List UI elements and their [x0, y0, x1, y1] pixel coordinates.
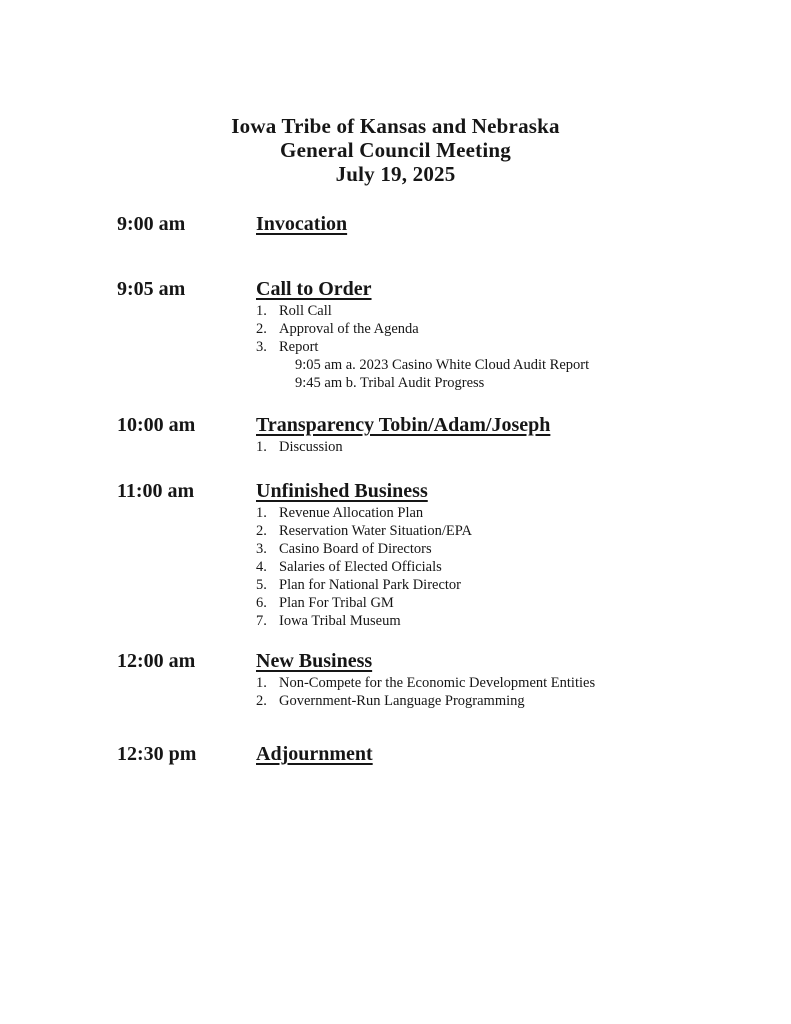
- agenda-section-unfinished-business: [117, 479, 751, 630]
- title-line-meeting: General Council Meeting: [280, 138, 511, 162]
- item-number: 7.: [256, 613, 267, 629]
- item-text: Discussion: [279, 439, 343, 455]
- time-label: 9:05 am: [117, 278, 186, 300]
- agenda-section-adjournment: [117, 742, 751, 766]
- section-heading: New Business: [256, 650, 373, 672]
- item-number: 1.: [256, 505, 267, 521]
- item-number: 3.: [256, 339, 267, 355]
- time-label: 12:30 pm: [117, 743, 197, 765]
- section-content: [256, 413, 751, 456]
- item-number: 2.: [256, 523, 267, 539]
- agenda-item: [256, 558, 751, 576]
- agenda-item: [256, 594, 751, 612]
- item-list: [256, 504, 751, 630]
- item-text: Salaries of Elected Officials: [279, 559, 442, 575]
- agenda-item: [256, 674, 751, 692]
- item-text: Iowa Tribal Museum: [279, 613, 401, 629]
- item-list: [256, 674, 751, 710]
- item-text: Government-Run Language Programming: [279, 693, 525, 709]
- item-text: Approval of the Agenda: [279, 321, 419, 337]
- item-text: Reservation Water Situation/EPA: [279, 523, 472, 539]
- section-heading: Unfinished Business: [256, 480, 428, 502]
- item-number: 6.: [256, 595, 267, 611]
- document-title: [0, 0, 791, 186]
- agenda-item: [256, 504, 751, 522]
- section-heading: Invocation: [256, 213, 348, 235]
- agenda-item: [256, 302, 751, 320]
- item-text: Non-Compete for the Economic Development Entities: [279, 675, 596, 691]
- agenda-section-invocation: [117, 212, 751, 236]
- item-text: Report: [279, 339, 319, 355]
- item-number: 1.: [256, 439, 267, 455]
- section-heading: Transparency Tobin/Adam/Joseph: [256, 414, 551, 436]
- agenda-item: [256, 438, 751, 456]
- item-text: Roll Call: [279, 303, 332, 319]
- item-number: 2.: [256, 321, 267, 337]
- agenda-item: [256, 692, 751, 710]
- agenda-item: [256, 522, 751, 540]
- section-content: [256, 212, 751, 236]
- item-list: [256, 438, 751, 456]
- title-line-org: Iowa Tribe of Kansas and Nebraska: [231, 114, 560, 138]
- sub-item: 9:05 am a. 2023 Casino White Cloud Audit Report: [295, 357, 590, 373]
- agenda-section-call-to-order: [117, 277, 751, 392]
- time-label: 10:00 am: [117, 414, 196, 436]
- agenda-item: [256, 338, 751, 356]
- item-number: 1.: [256, 303, 267, 319]
- title-line-date: July 19, 2025: [335, 162, 456, 186]
- item-number: 4.: [256, 559, 267, 575]
- item-text: Revenue Allocation Plan: [279, 505, 424, 521]
- agenda-section-new-business: [117, 649, 751, 710]
- item-text: Casino Board of Directors: [279, 541, 432, 557]
- time-label: 9:00 am: [117, 213, 186, 235]
- agenda-item: [256, 612, 751, 630]
- item-text: Plan For Tribal GM: [279, 595, 394, 611]
- agenda-body: [0, 212, 791, 766]
- section-content: [256, 649, 751, 710]
- section-heading: Adjournment: [256, 743, 373, 765]
- agenda-item: [256, 320, 751, 338]
- item-number: 2.: [256, 693, 267, 709]
- item-list: [256, 302, 751, 392]
- item-number: 3.: [256, 541, 267, 557]
- item-text: Plan for National Park Director: [279, 577, 462, 593]
- agenda-section-transparency: [117, 413, 751, 456]
- time-label: 12:00 am: [117, 650, 196, 672]
- agenda-item: [256, 576, 751, 594]
- agenda-item: [256, 540, 751, 558]
- section-content: [256, 277, 751, 392]
- section-heading: Call to Order: [256, 278, 372, 300]
- section-content: [256, 479, 751, 630]
- sub-item: 9:45 am b. Tribal Audit Progress: [295, 375, 485, 391]
- time-label: 11:00 am: [117, 480, 195, 502]
- section-content: [256, 742, 751, 766]
- item-number: 5.: [256, 577, 267, 593]
- item-number: 1.: [256, 675, 267, 691]
